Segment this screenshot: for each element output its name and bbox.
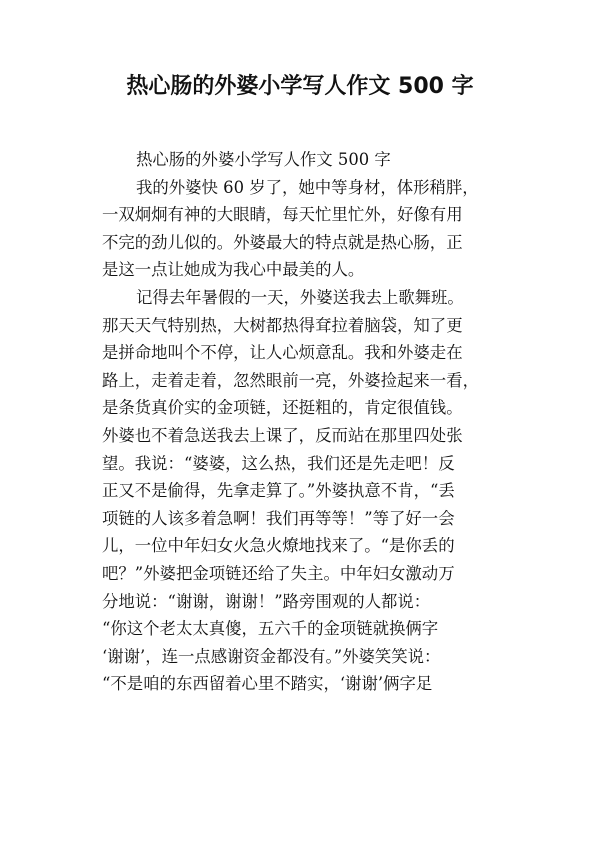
paragraph-line: 分地说：“谢谢，谢谢！”路旁围观的人都说：	[102, 591, 431, 611]
paragraph-line: 外婆也不着急送我去上课了，反而站在那里四处张	[102, 425, 463, 445]
paragraph-line: 一双炯炯有神的大眼睛，每天忙里忙外，好像有用	[102, 205, 463, 225]
paragraph-line: “不是咱的东西留着心里不踏实，‘谢谢’俩字足	[102, 674, 433, 694]
paragraph-line: 那天天气特别热，大树都热得耷拉着脑袋，知了更	[102, 315, 463, 335]
paragraph-line: “你这个老太太真傻，五六千的金项链就换俩字	[102, 619, 439, 639]
paragraph-line: 儿，一位中年妇女火急火燎地找来了。“是你丢的	[102, 536, 455, 556]
paragraph-line: ‘谢谢’，连一点感谢资金都没有。”外婆笑笑说：	[102, 646, 441, 666]
paragraph-line: 望。我说：“婆婆，这么热，我们还是先走吧！反	[102, 453, 455, 473]
paragraph-line: 记得去年暑假的一天，外婆送我去上歌舞班。	[136, 287, 464, 307]
paragraph-line: 路上，走着走着，忽然眼前一亮，外婆捡起来一看，	[102, 370, 479, 390]
document-title: 热心肠的外婆小学写人作文 500 字	[126, 74, 474, 99]
paragraph-line: 吧？”外婆把金项链还给了失主。中年妇女激动万	[102, 563, 455, 583]
paragraph-line: 我的外婆快 60 岁了，她中等身材，体形稍胖，	[136, 177, 479, 197]
paragraph-line: 热心肠的外婆小学写人作文 500 字	[136, 150, 391, 169]
paragraph-line: 是这一点让她成为我心中最美的人。	[102, 260, 365, 280]
paragraph-line: 正又不是偷得，先拿走算了。”外婆执意不肯，“丢	[102, 481, 455, 501]
paragraph-line: 项链的人该多着急啊！我们再等等！”等了好一会	[102, 508, 455, 528]
paragraph-line: 不完的劲儿似的。外婆最大的特点就是热心肠，正	[102, 232, 463, 252]
paragraph-line: 是拼命地叫个不停，让人心烦意乱。我和外婆走在	[102, 343, 463, 363]
document-body	[102, 146, 502, 698]
paragraph-line: 是条货真价实的金项链，还挺粗的，肯定很值钱。	[102, 398, 463, 418]
